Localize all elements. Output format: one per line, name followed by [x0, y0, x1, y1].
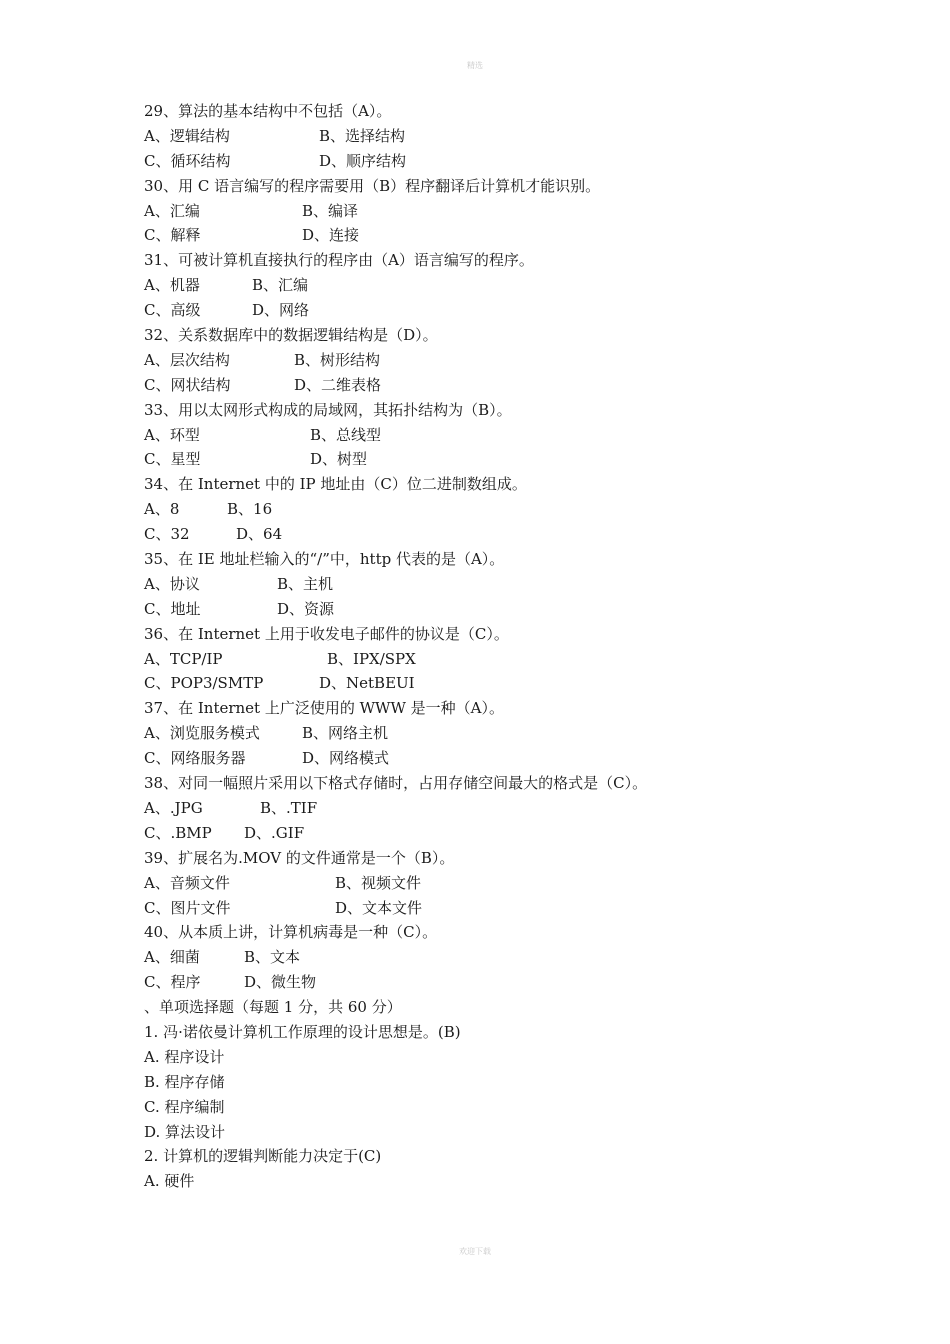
question-line: 29、算法的基本结构中不包括（A）。 [144, 102, 392, 120]
option-right: B、16 [227, 500, 273, 519]
option-right: D、微生物 [244, 973, 317, 992]
option-right: D、64 [236, 525, 283, 544]
option-line [144, 871, 844, 896]
question-line: 2. 计算机的逻辑判断能力决定于(C) [144, 1147, 382, 1166]
question-line: 30、用 C 语言编写的程序需要用（B）程序翻译后计算机才能识别。 [144, 176, 601, 195]
question-line: 38、对同一幅照片采用以下格式存储时，占用存储空间最大的格式是（C）。 [144, 774, 648, 793]
option-left: C、程序 [144, 973, 201, 992]
option-left: C、图片文件 [144, 898, 231, 917]
option-left: A、协议 [144, 574, 200, 593]
option-line [144, 597, 844, 622]
option-left: A、逻辑结构 [144, 126, 230, 145]
option-line [144, 647, 844, 672]
option-right: D、.GIF [244, 823, 305, 842]
question-line: 31、可被计算机直接执行的程序由（A）语言编写的程序。 [144, 251, 534, 270]
option-line [144, 821, 844, 846]
option-right: D、资源 [277, 599, 335, 618]
option-line [144, 447, 844, 472]
question-line: A. 程序设计 [144, 1047, 225, 1066]
question-line: 37、在 Internet 上广泛使用的 WWW 是一种（A）。 [144, 699, 504, 718]
option-line [144, 348, 844, 373]
option-right: B、选择结构 [319, 126, 406, 145]
option-left: C、网状结构 [144, 375, 231, 394]
option-right: D、树型 [310, 450, 368, 469]
question-line: 33、用以太网形式构成的局域网，其拓扑结构为（B）。 [144, 400, 512, 419]
option-right: D、网络 [252, 301, 310, 320]
option-right: B、网络主机 [302, 724, 389, 743]
question-line: B. 程序存储 [144, 1072, 225, 1091]
option-right: B、文本 [244, 948, 301, 967]
option-right: D、二维表格 [294, 375, 382, 394]
option-left: A、层次结构 [144, 350, 230, 369]
option-left: A、汇编 [144, 201, 200, 220]
option-left: A、.JPG [144, 798, 203, 817]
option-line [144, 721, 844, 746]
question-line: 34、在 Internet 中的 IP 地址由（C）位二进制数组成。 [144, 475, 527, 494]
option-left: C、高级 [144, 301, 201, 320]
option-line [144, 671, 844, 696]
option-right: B、汇编 [252, 276, 309, 295]
option-line [144, 796, 844, 821]
option-line [144, 124, 844, 149]
option-left: C、POP3/SMTP [144, 674, 264, 693]
question-line: 35、在 IE 地址栏输入的“/”中，http 代表的是（A）。 [144, 550, 505, 569]
option-left: C、32 [144, 525, 190, 544]
option-line [144, 522, 844, 547]
option-right: B、编译 [302, 201, 359, 220]
option-left: A、环型 [144, 425, 200, 444]
option-line [144, 273, 844, 298]
option-right: D、网络模式 [302, 749, 390, 768]
option-right: B、树形结构 [294, 350, 381, 369]
option-line [144, 199, 844, 224]
option-right: D、文本文件 [335, 898, 423, 917]
option-right: B、.TIF [260, 798, 318, 817]
option-line [144, 945, 844, 970]
option-line [144, 970, 844, 995]
option-left: A、细菌 [144, 948, 200, 967]
question-line: C. 程序编制 [144, 1097, 225, 1116]
question-line: 32、关系数据库中的数据逻辑结构是（D）。 [144, 326, 438, 345]
option-left: A、TCP/IP [144, 649, 223, 668]
footer-watermark: 欢迎下载 [459, 1247, 491, 1256]
option-line [144, 572, 844, 597]
option-left: C、星型 [144, 450, 201, 469]
option-left: C、.BMP [144, 823, 212, 842]
option-line [144, 223, 844, 248]
header-watermark: 精选 [467, 61, 483, 70]
option-line [144, 746, 844, 771]
question-line: 36、在 Internet 上用于收发电子邮件的协议是（C）。 [144, 624, 509, 643]
question-line: 1. 冯·诺依曼计算机工作原理的设计思想是。(B) [144, 1022, 461, 1041]
option-line [144, 896, 844, 921]
option-left: A、8 [144, 500, 180, 519]
option-right: D、顺序结构 [319, 151, 407, 170]
option-left: C、解释 [144, 226, 201, 245]
option-right: B、视频文件 [335, 873, 422, 892]
option-left: C、循环结构 [144, 151, 231, 170]
question-line: 、单项选择题（每题 1 分，共 60 分） [144, 998, 402, 1017]
question-line: A. 硬件 [144, 1172, 195, 1191]
question-line: 40、从本质上讲，计算机病毒是一种（C）。 [144, 923, 438, 942]
option-line [144, 298, 844, 323]
option-right: D、连接 [302, 226, 360, 245]
option-right: B、总线型 [310, 425, 382, 444]
option-line [144, 373, 844, 398]
option-left: A、音频文件 [144, 873, 230, 892]
option-left: A、机器 [144, 276, 200, 295]
document-body [144, 99, 844, 1194]
option-line [144, 423, 844, 448]
option-right: B、IPX/SPX [327, 649, 416, 668]
option-left: C、网络服务器 [144, 749, 246, 768]
question-line: D. 算法设计 [144, 1122, 226, 1141]
option-right: D、NetBEUI [319, 674, 415, 693]
question-line: 39、扩展名为.MOV 的文件通常是一个（B）。 [144, 848, 455, 867]
option-line [144, 149, 844, 174]
option-left: A、浏览服务模式 [144, 724, 260, 743]
option-line [144, 497, 844, 522]
option-right: B、主机 [277, 574, 334, 593]
option-left: C、地址 [144, 599, 201, 618]
